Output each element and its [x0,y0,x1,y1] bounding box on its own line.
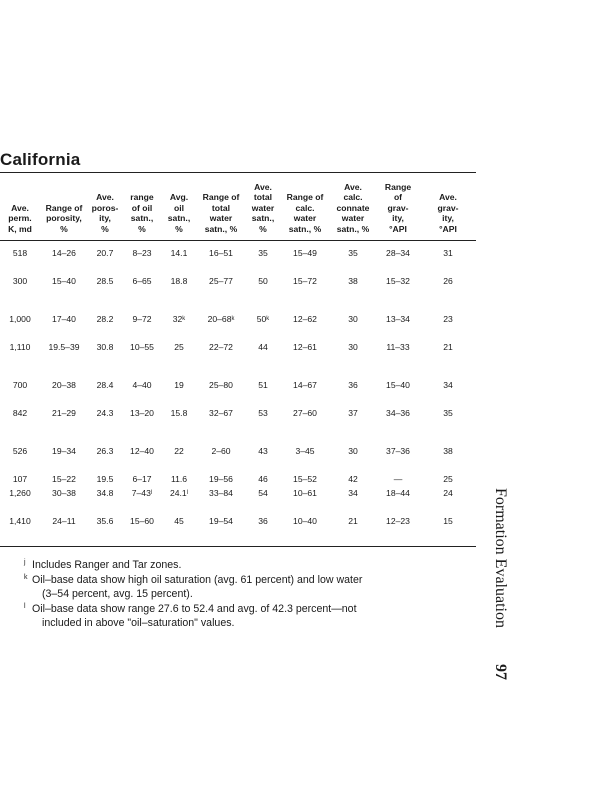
cell-por-ave: 19.5 [96,474,114,484]
cell-por-range: 30–38 [52,488,76,498]
cell-grav-range: 37–36 [386,446,410,456]
cell-tw-ave: 54 [258,488,268,498]
cell-grav-range: 15–40 [386,380,410,390]
cell-oil-range: 8–23 [132,248,152,258]
col-header-ave-calc-connate-water: Ave. calc. connate water satn., % [336,181,370,234]
cell-por-ave: 30.8 [96,342,114,352]
cell-perm: 1,410 [9,516,31,526]
table-row [0,406,476,420]
cell-grav-ave: 25 [443,474,453,484]
header-bottom-rule [0,240,476,241]
col-header-range-calc-water: Range of calc. water satn., % [286,192,324,234]
table-row [0,238,476,260]
cell-por-range: 14–26 [52,248,76,258]
cell-tw-ave: 50 [258,276,268,286]
cell-oil-range: 7–43ˡ [131,488,153,498]
cell-tw-range: 25–77 [209,276,233,286]
footnote-l [24,602,452,631]
footnote-k-line2: (3–54 percent, avg. 15 percent). [42,588,193,600]
table-row [0,444,476,458]
cell-oil-range: 10–55 [130,342,154,352]
table-row [0,340,476,354]
cell-por-range: 15–22 [52,474,76,484]
cell-grav-ave: 21 [443,342,453,352]
cell-perm: 842 [12,408,28,418]
cell-perm: 1,110 [9,342,31,352]
col-header-range-oil-satn: range of oil satn., % [130,192,154,234]
col-header-ave-gravity: Ave. grav- ity, °API [437,192,459,234]
row-spacer [0,458,476,472]
table-row [0,472,476,486]
cell-oil-avg: 25 [174,342,184,352]
cell-tw-ave: 35 [258,248,268,258]
cell-grav-ave: 35 [443,408,453,418]
table-top-rule [0,172,476,173]
cell-perm: 526 [12,446,28,456]
cell-oil-range: 13–20 [130,408,154,418]
cell-tw-ave: 46 [258,474,268,484]
col-header-range-porosity: Range of porosity, % [45,202,83,234]
cell-por-ave: 28.2 [96,314,114,324]
cell-por-ave: 28.5 [96,276,114,286]
cell-cw-range: 12–62 [293,314,317,324]
cell-por-ave: 20.7 [96,248,114,258]
footnotes [24,558,452,631]
footnote-l-line2: included in above "oil–saturation" values. [42,617,235,629]
cell-tw-range: 32–67 [209,408,233,418]
cell-cw-ave: 36 [348,380,358,390]
cell-cw-range: 27–60 [293,408,317,418]
table-row [0,514,476,528]
cell-cw-ave: 30 [348,342,358,352]
footnote-j-text: Includes Ranger and Tar zones. [32,559,182,571]
table-row [0,274,476,288]
cell-tw-ave: 36 [258,516,268,526]
cell-cw-range: 15–72 [293,276,317,286]
cell-oil-avg: 24.1ˡ [169,488,189,498]
cell-oil-avg: 15.8 [170,408,188,418]
cell-cw-range: 15–49 [293,248,317,258]
cell-oil-range: 15–60 [130,516,154,526]
footnote-l-line1: Oil–base data show range 27.6 to 52.4 and avg. of 42.3 percent—not [32,602,357,615]
cell-tw-ave: 44 [258,342,268,352]
cell-oil-avg: 32ᵏ [172,314,186,324]
col-header-ave-porosity: Ave. poros- ity, % [91,192,119,234]
table-row [0,378,476,392]
cell-perm: 107 [12,474,28,484]
footnote-j [24,558,452,573]
cell-grav-ave: 24 [443,488,453,498]
cell-oil-avg: 11.6 [170,474,188,484]
cell-tw-ave: 53 [258,408,268,418]
cell-por-range: 15–40 [52,276,76,286]
cell-perm: 518 [12,248,28,258]
cell-cw-ave: 34 [348,488,358,498]
reservoir-data-table [0,178,476,528]
cell-cw-ave: 38 [348,276,358,286]
cell-cw-range: 15–52 [293,474,317,484]
cell-oil-avg: 22 [174,446,184,456]
row-spacer [0,500,476,514]
col-header-ave-total-water: Ave. total water satn., % [251,181,275,234]
cell-por-ave: 28.4 [96,380,114,390]
table-row [0,312,476,326]
cell-oil-range: 12–40 [130,446,154,456]
table-header-row [0,178,476,238]
cell-grav-range: 18–44 [386,488,410,498]
row-spacer [0,420,476,444]
cell-perm: 300 [12,276,28,286]
cell-oil-avg: 18.8 [170,276,188,286]
cell-grav-ave: 26 [443,276,453,286]
cell-oil-range: 4–40 [132,380,152,390]
cell-tw-range: 2–60 [211,446,231,456]
cell-cw-ave: 30 [348,314,358,324]
cell-tw-range: 25–80 [209,380,233,390]
cell-tw-ave: 43 [258,446,268,456]
col-header-avg-oil-satn: Avg. oil satn., % [167,192,191,234]
cell-cw-range: 14–67 [293,380,317,390]
row-spacer [0,392,476,406]
cell-por-range: 20–38 [52,380,76,390]
footnote-mark-l: l [24,602,26,610]
cell-cw-range: 10–61 [293,488,317,498]
cell-oil-range: 6–65 [132,276,152,286]
cell-por-range: 17–40 [52,314,76,324]
cell-tw-range: 33–84 [209,488,233,498]
cell-grav-ave: 31 [443,248,453,258]
cell-cw-range: 3–45 [295,446,315,456]
row-spacer [0,260,476,274]
cell-por-ave: 34.8 [96,488,114,498]
cell-grav-range: 28–34 [386,248,410,258]
cell-oil-avg: 19 [174,380,184,390]
row-spacer [0,354,476,378]
cell-perm: 700 [12,380,28,390]
cell-por-range: 19.5–39 [48,342,80,352]
cell-oil-avg: 14.1 [170,248,188,258]
cell-por-range: 24–11 [52,516,76,526]
cell-grav-ave: 34 [443,380,453,390]
cell-cw-range: 10–40 [293,516,317,526]
cell-por-range: 21–29 [52,408,76,418]
cell-por-ave: 24.3 [96,408,114,418]
running-head: Formation Evaluation [492,488,509,628]
cell-tw-range: 19–56 [209,474,233,484]
cell-grav-range: — [393,474,403,484]
table-bottom-rule [0,546,476,547]
cell-por-ave: 26.3 [96,446,114,456]
footnote-mark-j: j [24,559,26,566]
col-header-ave-perm: Ave. perm. K, md [8,202,32,234]
section-title: California [0,150,81,169]
cell-grav-range: 11–33 [386,342,410,352]
footnote-k-line1: Oil–base data show high oil saturation (avg. 61 percent) and low water [32,573,363,586]
footnote-mark-k: k [24,573,28,581]
cell-tw-range: 19–54 [209,516,233,526]
footnote-k [24,573,452,602]
cell-perm: 1,260 [9,488,31,498]
page-number: 97 [492,664,509,680]
cell-grav-ave: 15 [443,516,453,526]
row-spacer [0,288,476,312]
col-header-range-gravity: Range of grav- ity, °API [384,181,412,234]
cell-cw-ave: 21 [348,516,358,526]
cell-cw-ave: 42 [348,474,358,484]
cell-tw-ave: 50ᵏ [256,314,270,324]
cell-por-ave: 35.6 [96,516,114,526]
cell-tw-range: 20–68ᵏ [207,314,235,324]
cell-grav-range: 15–32 [386,276,410,286]
col-header-range-total-water: Range of total water satn., % [202,192,240,234]
cell-oil-avg: 45 [174,516,184,526]
cell-cw-ave: 37 [348,408,358,418]
table-row [0,486,476,500]
cell-tw-range: 16–51 [209,248,233,258]
cell-oil-range: 9–72 [132,314,152,324]
cell-grav-ave: 23 [443,314,453,324]
cell-grav-range: 12–23 [386,516,410,526]
cell-grav-range: 34–36 [386,408,410,418]
cell-cw-ave: 30 [348,446,358,456]
cell-por-range: 19–34 [52,446,76,456]
cell-tw-ave: 51 [258,380,268,390]
cell-tw-range: 22–72 [209,342,233,352]
cell-cw-range: 12–61 [293,342,317,352]
cell-perm: 1,000 [9,314,31,324]
row-spacer [0,326,476,340]
cell-cw-ave: 35 [348,248,358,258]
cell-grav-ave: 38 [443,446,453,456]
cell-oil-range: 6–17 [132,474,152,484]
cell-grav-range: 13–34 [386,314,410,324]
